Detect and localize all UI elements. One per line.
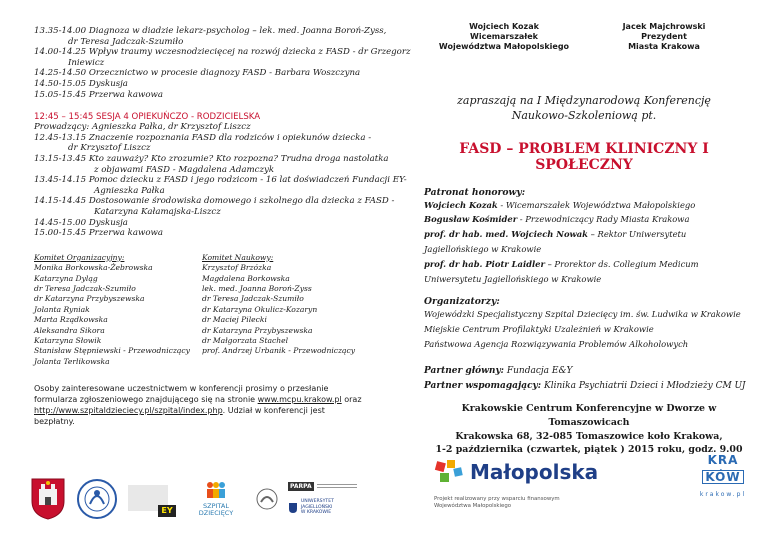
committee-member: Aleksandra Sikora [34, 325, 105, 335]
registration-note [34, 383, 364, 427]
schedule-line: Prowadzący: Agnieszka Pałka, dr Krzysztof Liszcz [34, 122, 251, 133]
malopolska-mark-icon [434, 458, 464, 486]
schedule-line: 13.45-14.15 Pomoc dziecku z FASD i jego rodzicom - 16 lat doświadczeń Fundacji EY- [34, 175, 407, 186]
patron-role: – Rektor Uniwersytetu Jagiellońskiego w Krakowie [424, 229, 687, 254]
representative-role: Prezydent [641, 32, 687, 42]
organizers-title: Organizatorzy: [424, 296, 500, 308]
registration-text-1: Osoby zainteresowane uczestnictwem w konferencji prosimy o przesłanie formularza zgłoszeniowego znajdującego się na stronie [34, 384, 329, 405]
representative-role: Miasta Krakowa [628, 42, 700, 52]
ey-logo [128, 481, 176, 517]
committee-member: Stanisław Stępniewski - Przewodniczący [34, 346, 190, 356]
patronage-list [424, 198, 744, 287]
parpa-logo [288, 482, 366, 491]
ey-mark: EY [158, 505, 176, 517]
schedule-line: Katarzyna Kałamajska-Liszcz [94, 206, 221, 217]
main-partner-value: Fundacja E&Y [504, 365, 573, 376]
patron-name: prof. dr hab. Piotr Laidler [424, 258, 545, 269]
representative-role: Wicemarszałek [470, 32, 538, 42]
schedule-line: 14.15-14.45 Dostosowanie środowiska domowego i szkolnego dla dziecka z FASD - [34, 196, 395, 207]
representatives [424, 22, 768, 53]
patronage-title: Patronat honorowy: [424, 186, 526, 198]
main-partner [424, 364, 768, 379]
patron-role: - Wicemarszałek Województwa Małopolskiego [497, 199, 696, 210]
parpa-mark: PARPA [290, 483, 312, 491]
committee-member: Marta Rządkowska [34, 315, 108, 325]
committee-member: dr Teresa Jadczak-Szumiło [202, 294, 304, 304]
parpa-uj-logos [288, 482, 366, 515]
venue-line: Krakowskie Centrum Konferencyjne w Dworze w Tomaszowicach [461, 403, 717, 428]
conference-title: FASD – PROBLEM KLINICZNY I SPOŁECZNY [459, 140, 709, 173]
schedule-line: 12.45-13.15 Znaczenie rozpoznania FASD dla rodziców i opiekunów dziecka - [34, 132, 372, 143]
malopolska-name: Małopolska [470, 460, 599, 484]
organizer-item: Miejskie Centrum Profilaktyki Uzależnień w Krakowie [424, 324, 654, 335]
uj-line-1: UNIWERSYTET JAGIELLOŃSKI [300, 499, 334, 510]
committee-member: prof. Andrzej Urbanik - Przewodniczący [202, 346, 356, 356]
schedule-line: z objawami FASD - Magdalena Adamczyk [94, 164, 275, 175]
invitation-line: Naukowo-Szkoleniową pt. [511, 108, 657, 122]
partners [424, 364, 768, 394]
main-partner-label: Partner główny: [424, 365, 505, 376]
krakow-logo-bottom: KÓW [702, 470, 743, 484]
committee-member: Katarzyna Słowik [34, 335, 102, 345]
support-partner-label: Partner wspomagający: [424, 380, 542, 391]
schedule-line: dr Krzysztof Liszcz [68, 143, 151, 154]
patron-item [424, 227, 744, 257]
committee-member: Jolanta Terlikowska [34, 356, 110, 366]
representative-2 [584, 22, 744, 53]
schedule-line: 15.05-15.45 Przerwa kawowa [34, 89, 164, 100]
uj-logo [288, 499, 366, 515]
patron-name: prof. dr hab. med. Wojciech Nowak [424, 229, 588, 240]
venue [424, 402, 754, 457]
registration-text-3: . Udział w konferencji jest bezpłatny. [34, 406, 325, 427]
krakow-logo [694, 454, 752, 498]
schedule-line: 14.00-14.25 Wpływ traumy wczesnodziecięcej na rozwój dziecka z FASD - dr Grzegorz [34, 47, 411, 58]
malopolska-note: Województwa Małopolskiego [434, 503, 512, 509]
committee-member: dr Katarzyna Okulicz-Kozaryn [202, 304, 318, 314]
hospital-link[interactable]: http://www.szpitaldzieciecy.pl/szpital/index.php [34, 406, 223, 416]
committee-member: Magdalena Borkowska [202, 273, 290, 283]
schedule-line: Agnieszka Pałka [94, 185, 165, 196]
committee-member: Monika Borkowska-Żebrowska [34, 263, 153, 273]
scientific-committee [202, 253, 355, 367]
venue-line: 1-2 października (czwartek, piątek ) 2015 roku, godz. 9.00 [435, 444, 743, 456]
krakow-logo-top: KRA [707, 453, 739, 467]
children-figures-icon [204, 481, 228, 499]
schedule-line: 13.35-14.00 Diagnoza w diadzie lekarz-psycholog – lek. med. Joanna Boroń-Zyss, [34, 26, 387, 36]
szpital-line-1: SZPITAL [203, 502, 229, 510]
organizing-committee [34, 253, 202, 367]
registration-text-2: oraz [341, 395, 362, 405]
schedule-line: dr Teresa Jadczak-Szumiło [68, 36, 184, 47]
uj-crest-icon [288, 502, 298, 514]
organizer-item: Wojewódzki Specjalistyczny Szpital Dziecięcy im. św. Ludwika w Krakowie [424, 309, 741, 320]
krakow-url: krakow.pl [699, 491, 747, 498]
committee-member: lek. med. Joanna Boroń-Zyss [202, 283, 312, 293]
venue-line: Krakowska 68, 32-085 Tomaszowice koło Krakowa, [455, 430, 723, 442]
uj-line-2: W KRAKOWIE [300, 510, 332, 516]
support-partner-value: Klinika Psychiatrii Dzieci i Młodzieży CM UJ [541, 380, 746, 391]
patron-role: – Prorektor ds. Collegium Medicum Uniwersytetu Jagiellońskiego w Krakowie [424, 258, 699, 284]
patron-role: - Przewodniczący Rady Miasta Krakowa [517, 214, 690, 225]
organizers-list [424, 307, 768, 351]
program-schedule [34, 26, 411, 100]
invitation-line: zapraszają na I Międzynarodową Konferencję [457, 93, 711, 107]
patron-name: Wojciech Kozak [424, 199, 498, 210]
schedule-line: 14.50-15.05 Dyskusja [34, 78, 128, 89]
patron-item [424, 198, 744, 213]
szpital-line-2: DZIECIĘCY [198, 509, 234, 517]
representative-1 [424, 22, 584, 53]
parpa-tagline [317, 484, 357, 490]
committees [34, 253, 384, 367]
szpital-dzieciecy-logo [186, 481, 246, 517]
committee-member: dr Małgorzata Stachel [202, 335, 289, 345]
committee-member: dr Katarzyna Przybyszewska [202, 325, 313, 335]
committee-member: dr Katarzyna Przybyszewska [34, 294, 145, 304]
committee-member: dr Teresa Jadczak-Szumiło [34, 283, 136, 293]
session-4-schedule [34, 122, 407, 239]
organizer-item: Państwowa Agencja Rozwiązywania Problemów Alkoholowych [424, 338, 689, 349]
representative-name: Wojciech Kozak [469, 22, 539, 31]
committee-member: dr Maciej Pilecki [202, 315, 267, 325]
schedule-line: 14.25-14.50 Orzecznictwo w procesie diagnozy FASD - Barbara Woszczyna [34, 68, 361, 79]
session-4-title: 12:45 – 15:45 SESJA 4 OPIEKUŃCZO - RODZICIELSKA [34, 112, 261, 123]
committee-member: Jolanta Ryniak [34, 304, 90, 314]
hospital-emblem-icon [76, 478, 118, 520]
invitation [424, 93, 744, 123]
support-partner [424, 379, 768, 394]
malopolska-logo [434, 458, 598, 510]
malopolska-note: Projekt realizowany przy wsparciu finansowym [434, 496, 560, 502]
patron-item [424, 257, 744, 287]
patron-item [424, 212, 744, 227]
committee-member: Katarzyna Dyląg [34, 273, 98, 283]
schedule-line: 14.45-15.00 Dyskusja [34, 217, 128, 228]
scientific-committee-members [202, 263, 355, 357]
schedule-line: Iniewicz [68, 57, 105, 68]
krakow-coat-of-arms-icon [30, 477, 66, 521]
hands-icon [256, 488, 278, 510]
organizing-committee-members [34, 263, 202, 367]
representative-name: Jacek Majchrowski [622, 22, 706, 31]
organizing-committee-title: Komitet Organizacyjny: [34, 252, 125, 262]
mcpu-link[interactable]: www.mcpu.krakow.pl [257, 395, 342, 405]
sponsor-logos [30, 477, 366, 521]
scientific-committee-title: Komitet Naukowy: [202, 252, 274, 262]
committee-member: Krzysztof Brzózka [202, 263, 272, 273]
schedule-line: 15.00-15.45 Przerwa kawowa [34, 228, 164, 239]
patron-name: Bogusław Kośmider [424, 214, 518, 225]
schedule-line: 13.15-13.45 Kto zauważy? Kto zrozumie? Kto rozpozna? Trudna droga nastolatka [34, 153, 389, 164]
representative-role: Województwa Małopolskiego [438, 42, 570, 52]
